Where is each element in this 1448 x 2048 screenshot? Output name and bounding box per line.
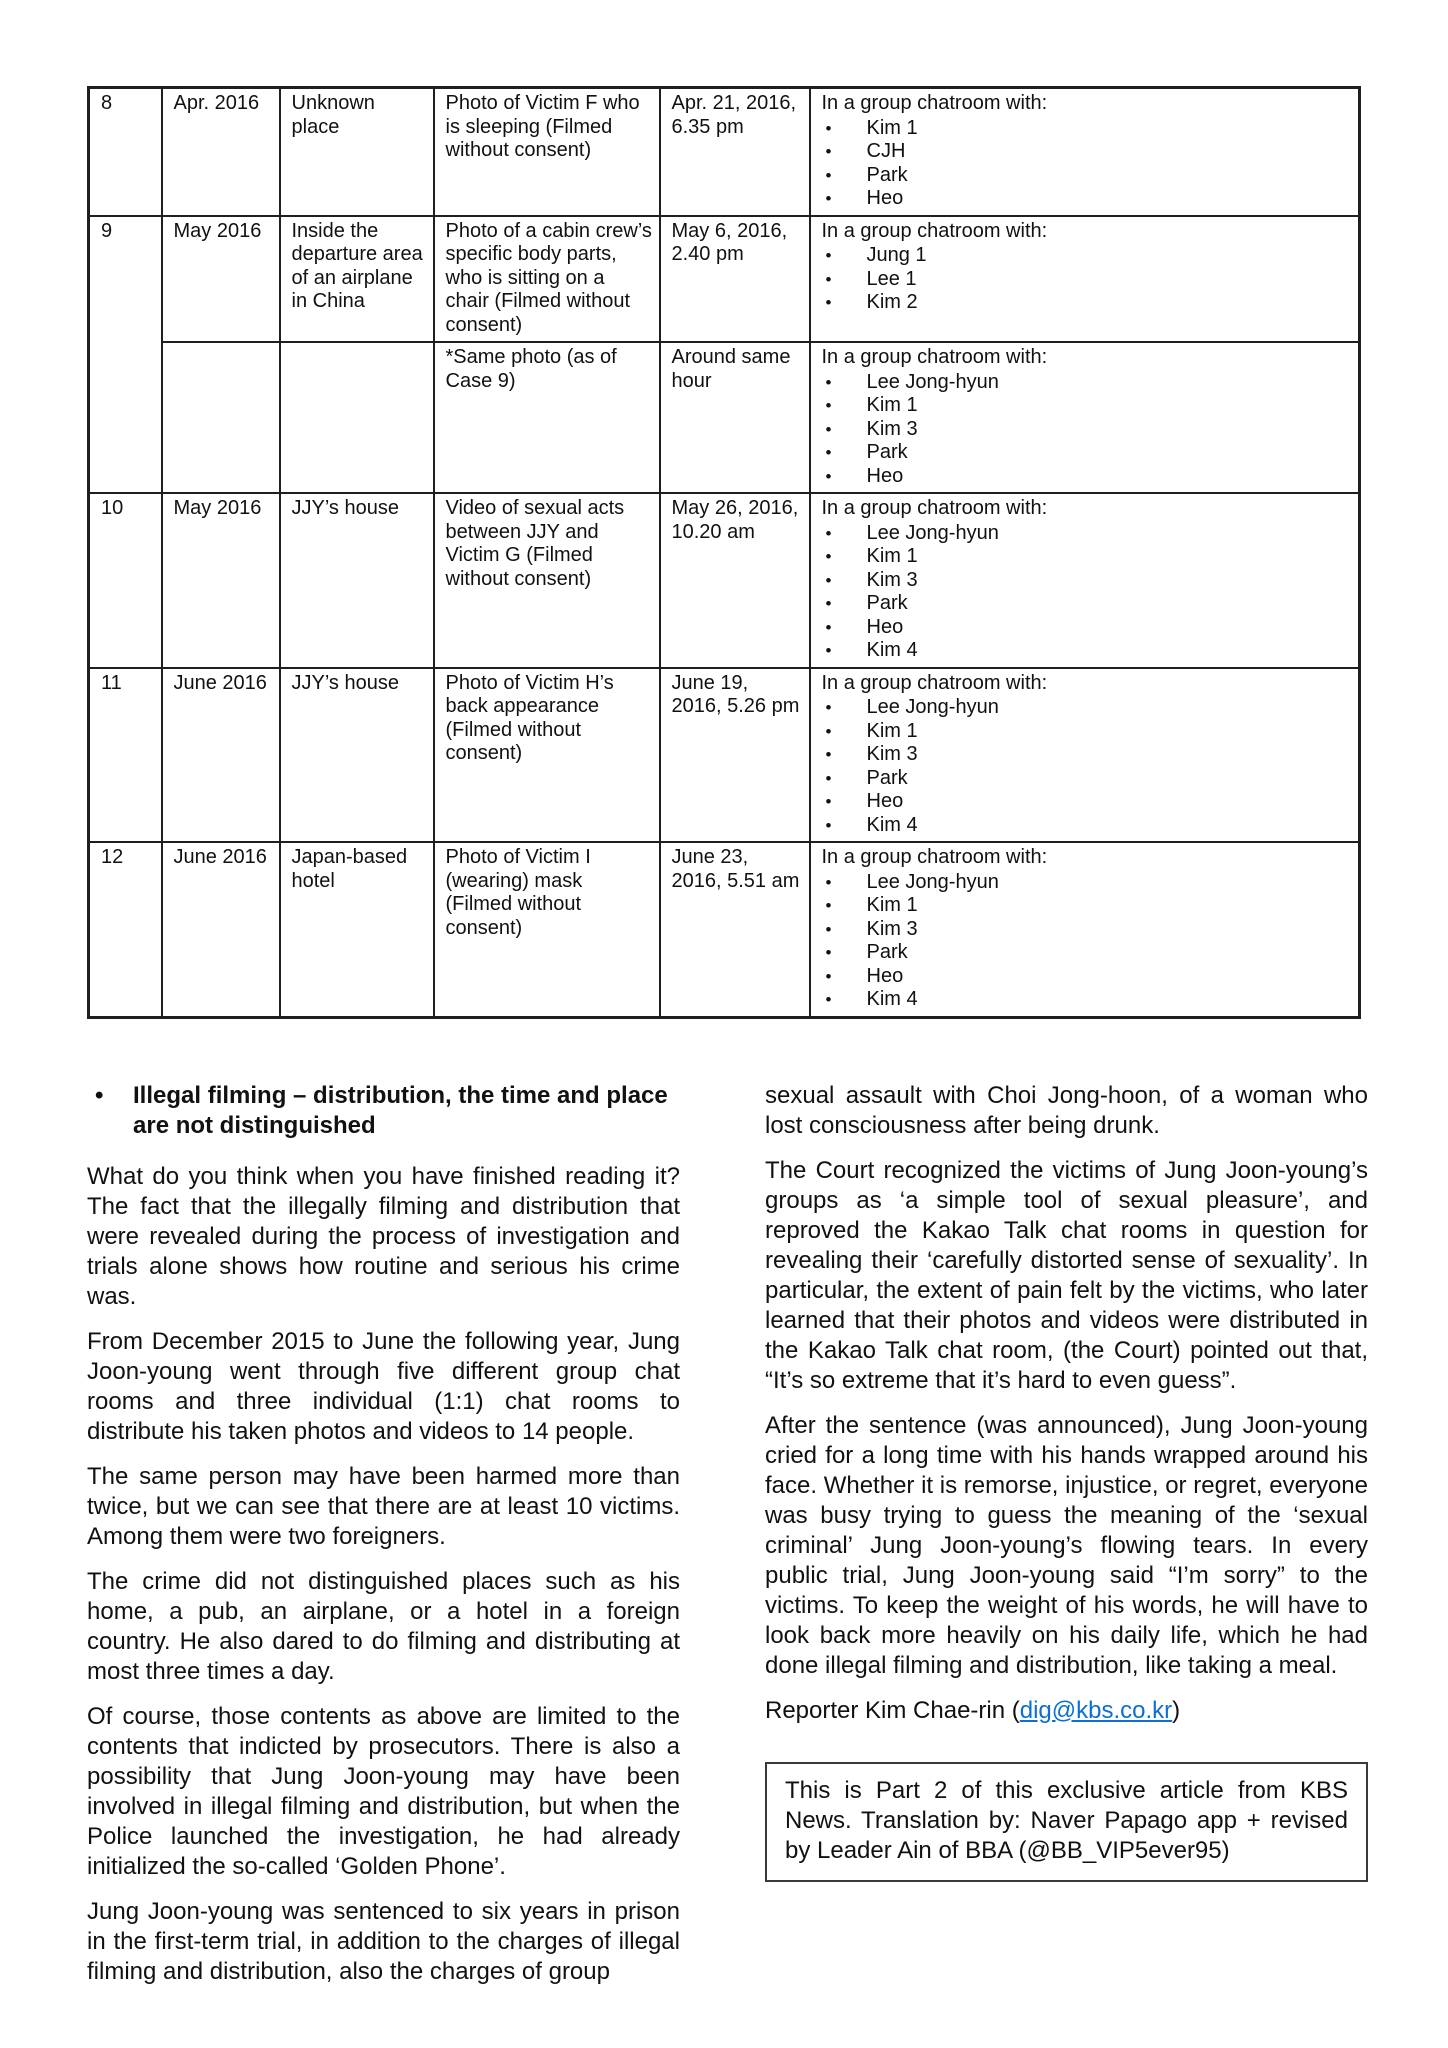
member-name: Kim 3 — [866, 743, 918, 765]
member-name: Park — [866, 441, 908, 463]
place-cell: Unknown place — [280, 88, 434, 216]
section-heading — [87, 1081, 680, 1141]
member-name: Kim 1 — [866, 116, 918, 139]
article-paragraph: What do you think when you have finished reading it? The fact that the illegally filming and distribution that were revealed during the process of investigation and trials alone shows how routine and serious his crime was. — [87, 1162, 680, 1310]
article-paragraph: sexual assault with Choi Jong-hoon, of a woman who lost consciousness after being drunk. — [765, 1081, 1368, 1139]
case-number-cell: 8 — [89, 88, 162, 216]
member-name: Lee 1 — [866, 267, 917, 290]
case-number-cell: 11 — [89, 668, 162, 843]
chatroom-member — [822, 441, 1353, 465]
article-right-column — [765, 1081, 1368, 2002]
bullet-icon: • — [825, 792, 832, 811]
place-cell: JJY’s house — [280, 668, 434, 843]
bullet-icon: • — [825, 721, 832, 741]
chatroom-member — [822, 941, 1353, 965]
member-name: Lee Jong-hyun — [866, 521, 999, 544]
chatroom-member — [822, 871, 1353, 895]
member-name: Lee Jong-hyun — [866, 370, 999, 393]
bullet-icon: • — [825, 768, 832, 788]
bullet-icon: • — [825, 419, 832, 439]
chatroom-header: In a group chatroom with: — [821, 497, 1048, 519]
chatroom-member — [822, 918, 1353, 942]
bullet-icon: • — [825, 443, 832, 462]
article-paragraph: The Court recognized the victims of Jung Joon-young’s groups as ‘a simple tool of sexual pleasure’, and reproved the Kakao Talk chat rooms in question for revealing their ‘carefully distorted sense of sexuality’. In particular, the extent of pain felt by the victims, who later learned that their photos and videos were distributed in the Kakao Talk chat room, (the Court) pointed out that, “It’s so extreme that it’s hard to even guess”. — [765, 1156, 1368, 1394]
article-columns — [87, 1081, 1368, 2002]
member-name: Kim 4 — [866, 988, 918, 1010]
photo-cell: *Same photo (as of Case 9) — [434, 342, 660, 493]
member-name: Kim 1 — [866, 894, 918, 916]
chatroom-member — [822, 545, 1353, 569]
article-paragraph: The same person may have been harmed more than twice, but we can see that there are at least 10 victims. Among them were two foreigners. — [87, 1462, 680, 1550]
chatroom-cell — [810, 88, 1360, 216]
bullet-icon: • — [825, 943, 832, 962]
chatroom-member — [822, 790, 1353, 814]
chatroom-member — [822, 465, 1353, 489]
section-heading-text: Illegal filming – distribution, the time and place are not distinguished — [133, 1081, 668, 1139]
place-cell: Japan-based hotel — [280, 842, 434, 1017]
place-cell: Inside the departure area of an airplane in China — [280, 216, 434, 343]
time-cell: June 23, 2016, 5.51 am — [660, 842, 810, 1017]
date-cell: June 2016 — [162, 668, 280, 843]
member-name: Kim 1 — [866, 545, 918, 567]
bullet-icon: • — [825, 523, 832, 543]
member-name: Heo — [866, 615, 904, 638]
member-name: Park — [866, 163, 908, 186]
place-cell: JJY’s house — [280, 493, 434, 668]
article-paragraph: Jung Joon-young was sentenced to six years in prison in the first-term trial, in addition to the charges of illegal filming and distribution, also the charges of group — [87, 1897, 680, 1985]
table-row — [89, 842, 1360, 1017]
bullet-icon: • — [825, 547, 832, 566]
bullet-icon: • — [825, 617, 832, 637]
article-paragraph: The crime did not distinguished places such as his home, a pub, an airplane, or a hotel in a foreign country. He also dared to do filming and distributing at most three times a day. — [87, 1567, 680, 1685]
chatroom-header: In a group chatroom with: — [821, 219, 1048, 242]
email-link[interactable]: dig@kbs.co.kr — [1019, 1696, 1173, 1724]
chatroom-member — [822, 291, 1353, 315]
date-cell: Apr. 2016 — [162, 88, 280, 216]
chatroom-member — [822, 117, 1353, 141]
chatroom-member — [822, 418, 1353, 442]
member-name: Kim 3 — [866, 917, 918, 940]
chatroom-header: In a group chatroom with: — [821, 846, 1048, 868]
bullet-icon: • — [825, 189, 832, 208]
chatroom-member — [822, 244, 1353, 268]
chatroom-member — [822, 592, 1353, 616]
chatroom-member — [822, 696, 1353, 720]
date-cell: May 2016 — [162, 216, 280, 343]
case-number-cell: 9 — [89, 216, 162, 494]
case-table-body — [89, 88, 1360, 1018]
bullet-icon: • — [825, 269, 832, 289]
photo-cell: Photo of Victim F who is sleeping (Filmed without consent) — [434, 88, 660, 216]
chatroom-header: In a group chatroom with: — [821, 346, 1048, 368]
chatroom-member — [822, 569, 1353, 593]
bullet-icon: • — [825, 919, 832, 939]
chatroom-member — [822, 988, 1353, 1012]
article-paragraph: After the sentence (was announced), Jung Joon-young cried for a long time with his hands wrapped around his face. Whether it is remorse, injustice, or regret, everyone was busy trying to guess the meaning of the ‘sexual criminal’ Jung Joon-young’s flowing tears. In every public trial, Jung Joon-young said “I’m sorry” to the victims. To keep the weight of his words, he will have to look back more heavily on his daily life, which he had done illegal filming and distribution, like taking a meal. — [765, 1411, 1368, 1679]
table-row — [89, 342, 1360, 493]
time-cell: June 19, 2016, 5.26 pm — [660, 668, 810, 843]
photo-cell: Video of sexual acts between JJY and Victim G (Filmed without consent) — [434, 493, 660, 668]
chatroom-header: In a group chatroom with: — [821, 671, 1048, 694]
member-name: Kim 4 — [866, 639, 918, 661]
time-cell: May 6, 2016, 2.40 pm — [660, 216, 810, 343]
member-name: Heo — [866, 187, 904, 209]
bullet-icon: • — [825, 872, 832, 892]
chatroom-member — [822, 743, 1353, 767]
bullet-icon: • — [825, 966, 832, 986]
member-name: Heo — [866, 464, 904, 487]
photo-cell: Photo of a cabin crew’s specific body parts, who is sitting on a chair (Filmed without consent) — [434, 216, 660, 343]
chatroom-member — [822, 268, 1353, 292]
bullet-icon: • — [825, 990, 832, 1009]
chatroom-member — [822, 616, 1353, 640]
date-cell: June 2016 — [162, 842, 280, 1017]
bullet-icon: • — [825, 570, 832, 590]
chatroom-cell — [810, 216, 1360, 343]
member-name: Kim 4 — [866, 813, 918, 836]
bullet-icon: • — [825, 142, 832, 161]
member-name: Park — [866, 592, 908, 614]
member-name: Kim 3 — [866, 568, 918, 591]
bullet-icon: • — [825, 698, 832, 717]
member-name: Heo — [866, 790, 904, 812]
bullet-icon: • — [825, 396, 832, 415]
table-row — [89, 88, 1360, 216]
chatroom-member — [822, 767, 1353, 791]
bullet-icon: • — [825, 165, 832, 185]
chatroom-cell — [810, 842, 1360, 1017]
date-cell: May 2016 — [162, 493, 280, 668]
article-paragraph: Of course, those contents as above are limited to the contents that indicted by prosecutors. There is also a possibility that Jung Joon-young may have been involved in illegal filming and distribution, but when the Police launched the investigation, he had already initialized the so-called ‘Golden Phone’. — [87, 1702, 680, 1880]
photo-cell: Photo of Victim H’s back appearance (Filmed without consent) — [434, 668, 660, 843]
chatroom-cell — [810, 342, 1360, 493]
member-name: Lee Jong-hyun — [866, 870, 999, 893]
member-name: Kim 2 — [866, 291, 918, 313]
bullet-icon: • — [825, 745, 832, 764]
member-name: Kim 1 — [866, 719, 918, 742]
member-name: Jung 1 — [866, 244, 927, 266]
article-paragraph: From December 2015 to June the following year, Jung Joon-young went through five different group chat rooms and three individual (1:1) chat rooms to distribute his taken photos and videos to 14 people. — [87, 1327, 680, 1445]
chatroom-member — [822, 522, 1353, 546]
case-number-cell: 12 — [89, 842, 162, 1017]
date-cell — [162, 342, 280, 493]
bullet-icon: • — [95, 1081, 104, 1109]
chatroom-member — [822, 639, 1353, 663]
case-number-cell: 10 — [89, 493, 162, 668]
chatroom-member — [822, 394, 1353, 418]
bullet-icon: • — [825, 118, 832, 138]
chatroom-header: In a group chatroom with: — [821, 92, 1048, 114]
reporter-credit-suffix: ) — [1172, 1696, 1181, 1724]
time-cell: Apr. 21, 2016, 6.35 pm — [660, 88, 810, 216]
translator-note-text: This is Part 2 of this exclusive article from KBS News. Translation by: Naver Papago app + revised by Leader Ain of BBA (@BB_VIP5ever95) — [785, 1776, 1348, 1864]
reporter-line — [765, 1696, 1368, 1726]
member-name: Heo — [866, 964, 904, 987]
place-cell — [280, 342, 434, 493]
chatroom-cell — [810, 668, 1360, 843]
chatroom-member — [822, 965, 1353, 989]
bullet-icon: • — [825, 293, 832, 312]
chatroom-member — [822, 164, 1353, 188]
chatroom-member — [822, 720, 1353, 744]
case-table — [87, 86, 1361, 1019]
chatroom-member — [822, 814, 1353, 838]
bullet-icon: • — [825, 372, 832, 392]
bullet-icon: • — [825, 594, 832, 613]
chatroom-cell — [810, 493, 1360, 668]
time-cell: May 26, 2016, 10.20 am — [660, 493, 810, 668]
member-name: Park — [866, 766, 908, 789]
time-cell: Around same hour — [660, 342, 810, 493]
bullet-icon: • — [825, 466, 832, 486]
member-name: Kim 3 — [866, 417, 918, 440]
bullet-icon: • — [825, 896, 832, 915]
table-row — [89, 668, 1360, 843]
table-row — [89, 216, 1360, 343]
member-name: Lee Jong-hyun — [866, 696, 999, 718]
member-name: Park — [866, 941, 908, 963]
table-row — [89, 493, 1360, 668]
article-left-column — [87, 1081, 680, 2002]
translator-note-box — [765, 1762, 1368, 1882]
bullet-icon: • — [825, 641, 832, 660]
bullet-icon: • — [825, 246, 832, 265]
photo-cell: Photo of Victim I (wearing) mask (Filmed without consent) — [434, 842, 660, 1017]
reporter-credit-text: Reporter Kim Chae-rin ( — [765, 1696, 1020, 1724]
bullet-icon: • — [825, 815, 832, 835]
chatroom-member — [822, 187, 1353, 211]
member-name: CJH — [866, 140, 906, 162]
member-name: Kim 1 — [866, 394, 918, 416]
chatroom-member — [822, 140, 1353, 164]
chatroom-member — [822, 371, 1353, 395]
chatroom-member — [822, 894, 1353, 918]
